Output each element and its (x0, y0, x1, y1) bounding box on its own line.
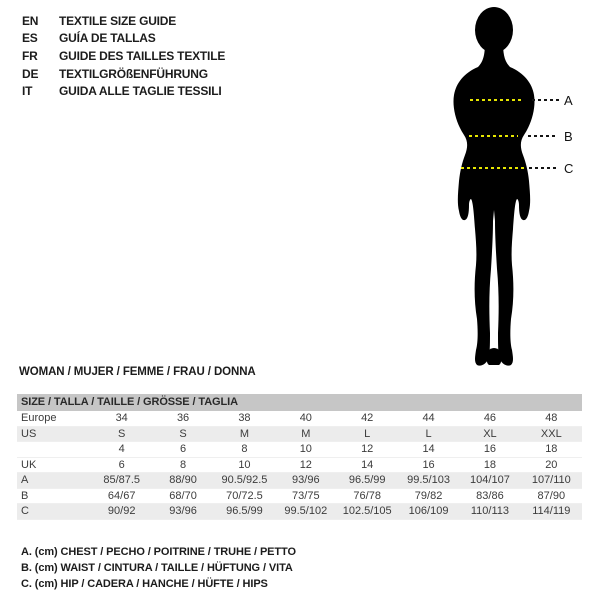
table-cell: L (364, 427, 371, 440)
table-row (17, 473, 582, 489)
table-cell: 18 (483, 458, 497, 471)
table-cell: 106/109 (408, 505, 449, 517)
table-cell: 6 (180, 443, 187, 455)
table-row (17, 427, 582, 443)
language-row-it (22, 82, 225, 100)
hip-dashed-line (461, 167, 526, 169)
table-cell: 10 (238, 458, 251, 471)
table-cell: 20 (545, 458, 558, 471)
language-code: EN (22, 13, 39, 28)
size-table-header: SIZE / TALLA / TAILLE / GRÖSSE / TAGLIA (17, 394, 582, 411)
row-label: US (21, 427, 37, 440)
chest-marker-label: A (564, 93, 573, 108)
waist-marker-label: B (564, 129, 573, 144)
table-cell: 14 (361, 458, 374, 471)
table-cell: 38 (238, 412, 251, 424)
table-cell: 110/113 (470, 505, 509, 517)
table-cell: 88/90 (169, 474, 197, 486)
row-label (17, 442, 91, 457)
table-cell: 114/119 (532, 505, 571, 517)
row-label: C (21, 505, 29, 517)
table-cell: 16 (483, 443, 497, 455)
legend-line-hip: C. (cm) HIP / CADERA / HANCHE / HÜFTE / HIPS (21, 577, 268, 590)
table-cell: 83/86 (476, 489, 504, 502)
table-cell: S (118, 427, 126, 440)
table-cell: 14 (422, 443, 435, 455)
language-row-es (22, 30, 225, 48)
language-code: ES (22, 31, 38, 46)
table-row (17, 458, 582, 474)
size-table-body (17, 411, 582, 520)
table-cell: 87/90 (537, 489, 566, 502)
woman-silhouette-svg (444, 5, 544, 367)
table-cell: 99.5/103 (407, 474, 450, 486)
legend-line-chest: A. (cm) CHEST / PECHO / POITRINE / TRUHE / PETTO (21, 546, 296, 558)
measurement-legend (21, 545, 296, 592)
row-label: Europe (21, 412, 57, 424)
table-cell: M (239, 427, 250, 440)
table-cell: 44 (422, 412, 435, 424)
table-cell: 6 (118, 458, 125, 471)
hip-marker-label: C (564, 161, 574, 176)
table-row (17, 411, 582, 427)
table-cell: 8 (241, 443, 248, 455)
language-row-de (22, 65, 225, 83)
table-cell: 102.5/105 (342, 505, 392, 517)
table-cell: 18 (545, 443, 558, 455)
section-title: WOMAN / MUJER / FEMME / FRAU / DONNA (19, 366, 256, 378)
table-row (17, 442, 582, 458)
legend-line-waist: B. (cm) WAIST / CINTURA / TAILLE / HÜFTUNG / VITA (21, 561, 293, 574)
table-cell: 99.5/102 (284, 505, 328, 517)
table-cell: 40 (299, 412, 312, 424)
hip-leader-line (529, 167, 559, 169)
woman-silhouette-icon (444, 5, 544, 367)
table-cell: 8 (180, 458, 187, 471)
table-cell: 107/110 (531, 474, 571, 486)
table-cell: 46 (483, 412, 497, 424)
table-cell: 48 (545, 412, 558, 424)
language-title: GUIDE DES TAILLES TEXTILE (59, 48, 226, 63)
language-list (22, 12, 225, 100)
language-code: IT (22, 84, 33, 99)
table-cell: 34 (115, 412, 128, 424)
table-cell: 36 (176, 412, 190, 424)
table-row (17, 489, 582, 505)
row-label: A (21, 474, 29, 486)
table-cell: 16 (422, 458, 435, 471)
waist-leader-line (528, 135, 558, 137)
table-cell: L (425, 427, 432, 440)
row-label: UK (21, 458, 37, 471)
table-cell: M (301, 427, 311, 440)
table-cell: 68/70 (169, 489, 197, 502)
size-table (17, 394, 582, 520)
table-cell: S (179, 427, 187, 440)
chest-leader-line (532, 99, 559, 101)
language-title: TEXTILGRÖßENFÜHRUNG (59, 66, 208, 81)
table-cell: 4 (118, 443, 125, 455)
table-cell: 12 (361, 443, 374, 455)
table-cell: 12 (299, 458, 312, 471)
language-row-en (22, 12, 225, 30)
language-title: GUÍA DE TALLAS (59, 31, 156, 46)
language-title: GUIDA ALLE TAGLIE TESSILI (59, 84, 222, 99)
table-cell: 79/82 (414, 489, 443, 502)
chest-dashed-line (470, 99, 523, 101)
language-code: FR (22, 48, 38, 63)
table-cell: 93/96 (169, 505, 197, 517)
table-cell: 76/78 (353, 489, 381, 502)
table-cell: 90.5/92.5 (221, 474, 268, 486)
table-cell: 90/92 (107, 505, 136, 517)
language-row-fr (22, 47, 225, 65)
table-row (17, 504, 582, 520)
table-cell: XXL (540, 427, 562, 440)
table-cell: 93/96 (292, 474, 320, 486)
language-title: TEXTILE SIZE GUIDE (59, 13, 177, 28)
table-cell: 10 (299, 443, 312, 455)
table-cell: XL (483, 427, 497, 440)
table-cell: 104/107 (470, 474, 510, 486)
table-cell: 73/75 (292, 489, 320, 502)
table-cell: 96.5/99 (226, 505, 263, 517)
table-cell: 85/87.5 (103, 474, 141, 486)
table-cell: 70/72.5 (226, 489, 263, 502)
row-label: B (21, 489, 29, 502)
language-code: DE (22, 66, 39, 81)
table-cell: 64/67 (107, 489, 136, 502)
table-cell: 42 (361, 412, 374, 424)
table-cell: 96.5/99 (348, 474, 386, 486)
waist-dashed-line (469, 135, 518, 137)
